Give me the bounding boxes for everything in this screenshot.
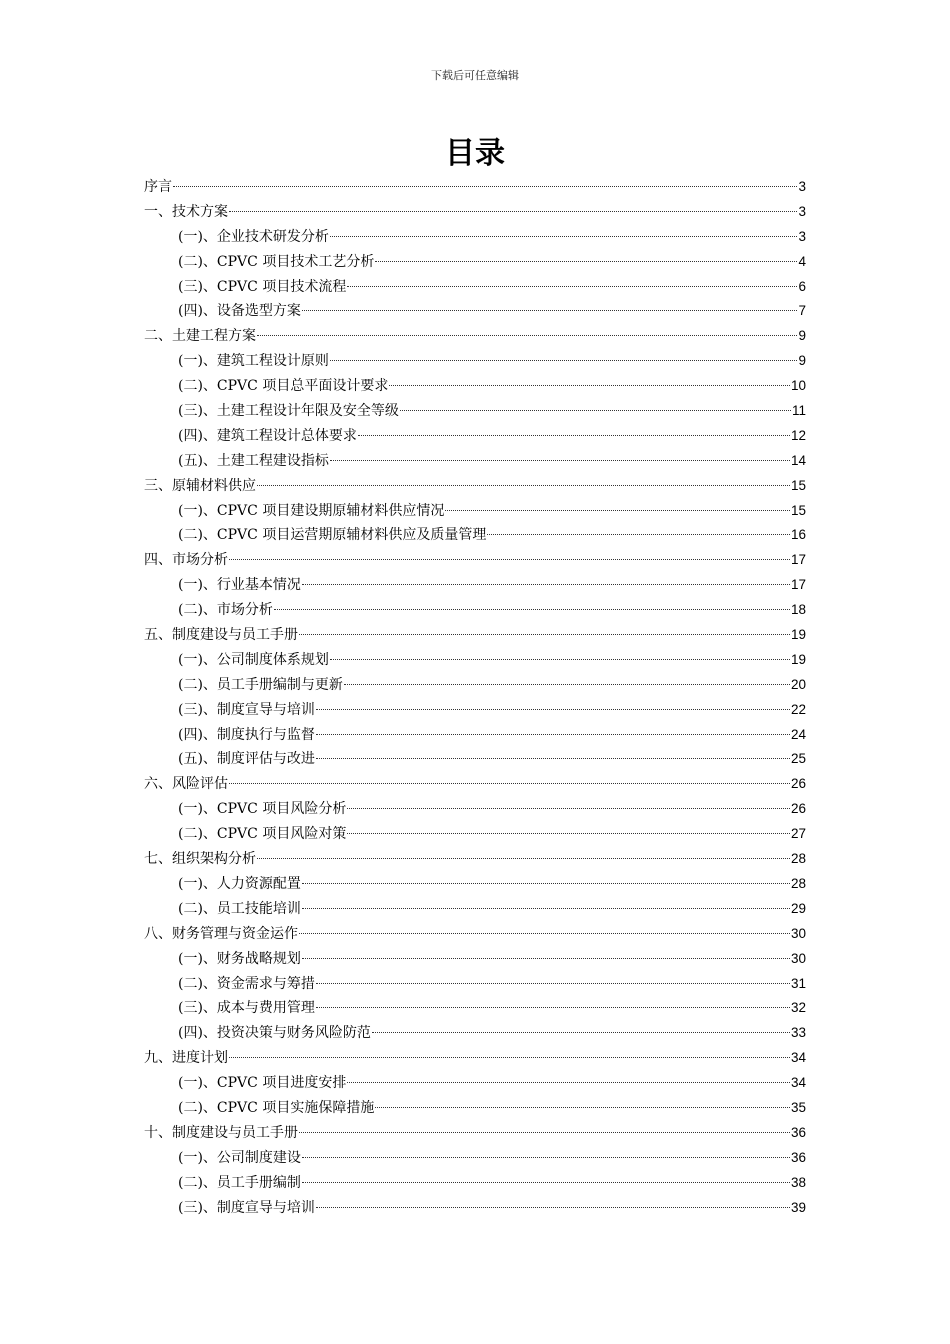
toc-page-number: 11 [791, 403, 806, 419]
toc-page-number: 18 [790, 602, 806, 618]
toc-dot-leader [400, 410, 791, 411]
toc-entry-label: 一、技术方案 [144, 203, 228, 220]
toc-entry[interactable] [144, 847, 806, 872]
toc-dot-leader [347, 286, 797, 287]
toc-dot-leader [302, 1182, 790, 1183]
toc-entry-label: 三、原辅材料供应 [144, 477, 256, 494]
toc-entry-label: (三)、制度宣导与培训 [178, 1199, 315, 1216]
toc-entry-label: (二)、员工技能培训 [178, 900, 301, 917]
toc-subentry[interactable] [144, 723, 806, 748]
toc-page-number: 10 [790, 378, 806, 394]
toc-dot-leader [330, 460, 790, 461]
toc-entry-label: (二)、CPVC 项目运营期原辅材料供应及质量管理 [178, 527, 487, 544]
toc-subentry[interactable] [144, 972, 806, 997]
toc-dot-leader [302, 310, 798, 311]
toc-entry-label: (一)、公司制度建设 [178, 1149, 301, 1166]
toc-dot-leader [316, 734, 790, 735]
toc-page-number: 16 [790, 527, 806, 543]
toc-dot-leader [316, 1207, 790, 1208]
toc-subentry[interactable] [144, 349, 806, 374]
toc-entry-label: (二)、资金需求与筹措 [178, 975, 315, 992]
toc-dot-leader [302, 584, 790, 585]
toc-entry-label: 九、进度计划 [144, 1050, 228, 1067]
toc-dot-leader [299, 1132, 790, 1133]
toc-dot-leader [344, 684, 790, 685]
toc-page-number: 20 [790, 676, 806, 692]
toc-subentry[interactable] [144, 797, 806, 822]
toc-subentry[interactable] [144, 275, 806, 300]
toc-dot-leader [347, 833, 790, 834]
toc-entry[interactable] [144, 175, 806, 200]
toc-page-number: 31 [790, 975, 806, 991]
table-of-contents [144, 175, 806, 1220]
toc-dot-leader [330, 360, 798, 361]
toc-entry-label: (三)、土建工程设计年限及安全等级 [178, 403, 399, 420]
toc-entry[interactable] [144, 474, 806, 499]
toc-entry-label: 八、财务管理与资金运作 [144, 925, 298, 942]
toc-entry[interactable] [144, 200, 806, 225]
toc-dot-leader [389, 385, 790, 386]
toc-entry-label: (五)、土建工程建设指标 [178, 452, 329, 469]
toc-subentry[interactable] [144, 424, 806, 449]
toc-page-number: 19 [790, 651, 806, 667]
toc-subentry[interactable] [144, 1096, 806, 1121]
toc-entry-label: (二)、CPVC 项目总平面设计要求 [178, 378, 389, 395]
toc-entry-label: (一)、财务战略规划 [178, 950, 301, 967]
toc-dot-leader [487, 534, 790, 535]
toc-dot-leader [274, 609, 790, 610]
toc-page-number: 3 [798, 228, 806, 244]
toc-entry[interactable] [144, 772, 806, 797]
toc-page-number: 34 [790, 1075, 806, 1091]
toc-entry-label: (一)、CPVC 项目建设期原辅材料供应情况 [178, 502, 445, 519]
toc-page-number: 4 [798, 253, 806, 269]
toc-dot-leader [302, 908, 790, 909]
toc-entry-label: 十、制度建设与员工手册 [144, 1124, 298, 1141]
toc-page-number: 3 [798, 203, 806, 219]
toc-page-number: 7 [798, 303, 806, 319]
page-header: 下载后可任意编辑 [431, 69, 519, 82]
toc-page-number: 25 [790, 751, 806, 767]
toc-entry-label: 五、制度建设与员工手册 [144, 627, 298, 644]
toc-entry-label: (三)、CPVC 项目技术流程 [178, 278, 347, 295]
toc-dot-leader [372, 1032, 790, 1033]
toc-page-number: 9 [798, 353, 806, 369]
toc-dot-leader [375, 1107, 790, 1108]
toc-entry-label: (四)、投资决策与财务风险防范 [178, 1025, 371, 1042]
toc-dot-leader [316, 758, 790, 759]
toc-subentry[interactable] [144, 897, 806, 922]
toc-dot-leader [347, 1082, 790, 1083]
toc-dot-leader [173, 186, 797, 187]
toc-page-number: 28 [790, 875, 806, 891]
toc-entry-label: (一)、企业技术研发分析 [178, 228, 329, 245]
toc-page-number: 17 [790, 552, 806, 568]
toc-page-number: 32 [790, 1000, 806, 1016]
toc-subentry[interactable] [144, 299, 806, 324]
toc-page-number: 26 [790, 801, 806, 817]
toc-dot-leader [316, 983, 790, 984]
toc-dot-leader [302, 1157, 790, 1158]
toc-dot-leader [316, 1007, 790, 1008]
toc-entry[interactable] [144, 324, 806, 349]
toc-page-number: 12 [790, 427, 806, 443]
toc-dot-leader [302, 883, 790, 884]
toc-entry-label: (四)、建筑工程设计总体要求 [178, 427, 357, 444]
toc-entry-label: 序言 [144, 179, 172, 195]
toc-entry-label: (一)、CPVC 项目进度安排 [178, 1075, 347, 1092]
toc-page-number: 3 [798, 179, 806, 194]
toc-entry-label: (三)、成本与费用管理 [178, 1000, 315, 1017]
toc-entry-label: (一)、建筑工程设计原则 [178, 353, 329, 370]
toc-subentry[interactable] [144, 872, 806, 897]
toc-subentry[interactable] [144, 250, 806, 275]
toc-page-number: 33 [790, 1025, 806, 1041]
toc-entry-label: (四)、设备选型方案 [178, 303, 301, 320]
toc-entry-label: (二)、CPVC 项目技术工艺分析 [178, 253, 375, 270]
toc-entry-label: (一)、人力资源配置 [178, 875, 301, 892]
toc-entry-label: (二)、CPVC 项目风险对策 [178, 826, 347, 843]
toc-entry[interactable] [144, 1121, 806, 1146]
toc-entry-label: (一)、行业基本情况 [178, 577, 301, 594]
toc-entry-label: (三)、制度宣导与培训 [178, 701, 315, 718]
toc-dot-leader [299, 634, 790, 635]
toc-subentry[interactable] [144, 523, 806, 548]
toc-dot-leader [299, 933, 790, 934]
toc-page-number: 39 [790, 1199, 806, 1215]
toc-subentry[interactable] [144, 598, 806, 623]
toc-entry-label: 七、组织架构分析 [144, 851, 256, 868]
toc-page-number: 28 [790, 851, 806, 867]
toc-subentry[interactable] [144, 698, 806, 723]
toc-subentry[interactable] [144, 673, 806, 698]
toc-page-number: 38 [790, 1174, 806, 1190]
toc-page-number: 15 [790, 502, 806, 518]
toc-subentry[interactable] [144, 1196, 806, 1221]
toc-entry-label: (二)、员工手册编制与更新 [178, 676, 343, 693]
toc-dot-leader [229, 1057, 790, 1058]
toc-entry-label: (四)、制度执行与监督 [178, 726, 315, 743]
toc-dot-leader [257, 485, 790, 486]
toc-subentry[interactable] [144, 1021, 806, 1046]
toc-dot-leader [375, 261, 797, 262]
toc-page-number: 22 [790, 701, 806, 717]
toc-subentry[interactable] [144, 499, 806, 524]
toc-subentry[interactable] [144, 1146, 806, 1171]
toc-dot-leader [229, 211, 797, 212]
toc-entry-label: 二、土建工程方案 [144, 328, 256, 345]
toc-page-number: 30 [790, 950, 806, 966]
toc-subentry[interactable] [144, 648, 806, 673]
toc-page-number: 36 [790, 1149, 806, 1165]
toc-subentry[interactable] [144, 225, 806, 250]
toc-page-number: 17 [790, 577, 806, 593]
toc-dot-leader [445, 510, 790, 511]
toc-dot-leader [330, 236, 798, 237]
toc-page-number: 19 [790, 627, 806, 643]
toc-page-number: 27 [790, 826, 806, 842]
toc-page-number: 6 [798, 278, 806, 294]
toc-entry[interactable] [144, 548, 806, 573]
toc-subentry[interactable] [144, 822, 806, 847]
toc-subentry[interactable] [144, 947, 806, 972]
toc-subentry[interactable] [144, 996, 806, 1021]
toc-subentry[interactable] [144, 449, 806, 474]
toc-page-number: 34 [790, 1050, 806, 1066]
toc-subentry[interactable] [144, 573, 806, 598]
toc-dot-leader [302, 958, 790, 959]
toc-dot-leader [330, 659, 790, 660]
toc-page-number: 24 [790, 726, 806, 742]
toc-entry-label: (五)、制度评估与改进 [178, 751, 315, 768]
toc-entry-label: 四、市场分析 [144, 552, 228, 569]
toc-subentry[interactable] [144, 374, 806, 399]
toc-dot-leader [316, 709, 790, 710]
toc-subentry[interactable] [144, 747, 806, 772]
toc-entry[interactable] [144, 922, 806, 947]
toc-subentry[interactable] [144, 399, 806, 424]
toc-entry-label: 六、风险评估 [144, 776, 228, 793]
toc-page-number: 29 [790, 900, 806, 916]
toc-entry[interactable] [144, 623, 806, 648]
toc-entry-label: (一)、公司制度体系规划 [178, 651, 329, 668]
toc-title: 目录 [445, 136, 505, 171]
toc-dot-leader [358, 435, 790, 436]
toc-page-number: 36 [790, 1124, 806, 1140]
toc-dot-leader [347, 808, 790, 809]
toc-entry-label: (二)、市场分析 [178, 602, 273, 619]
toc-page-number: 30 [790, 925, 806, 941]
toc-entry-label: (二)、员工手册编制 [178, 1174, 301, 1191]
toc-subentry[interactable] [144, 1171, 806, 1196]
toc-dot-leader [229, 783, 790, 784]
toc-page-number: 26 [790, 776, 806, 792]
toc-page-number: 35 [790, 1099, 806, 1115]
toc-page-number: 15 [790, 477, 806, 493]
toc-entry-label: (二)、CPVC 项目实施保障措施 [178, 1099, 375, 1116]
toc-page-number: 14 [790, 452, 806, 468]
toc-dot-leader [257, 858, 790, 859]
toc-page-number: 9 [798, 328, 806, 344]
toc-entry-label: (一)、CPVC 项目风险分析 [178, 801, 347, 818]
toc-dot-leader [229, 559, 790, 560]
toc-entry[interactable] [144, 1046, 806, 1071]
toc-subentry[interactable] [144, 1071, 806, 1096]
toc-dot-leader [257, 335, 797, 336]
